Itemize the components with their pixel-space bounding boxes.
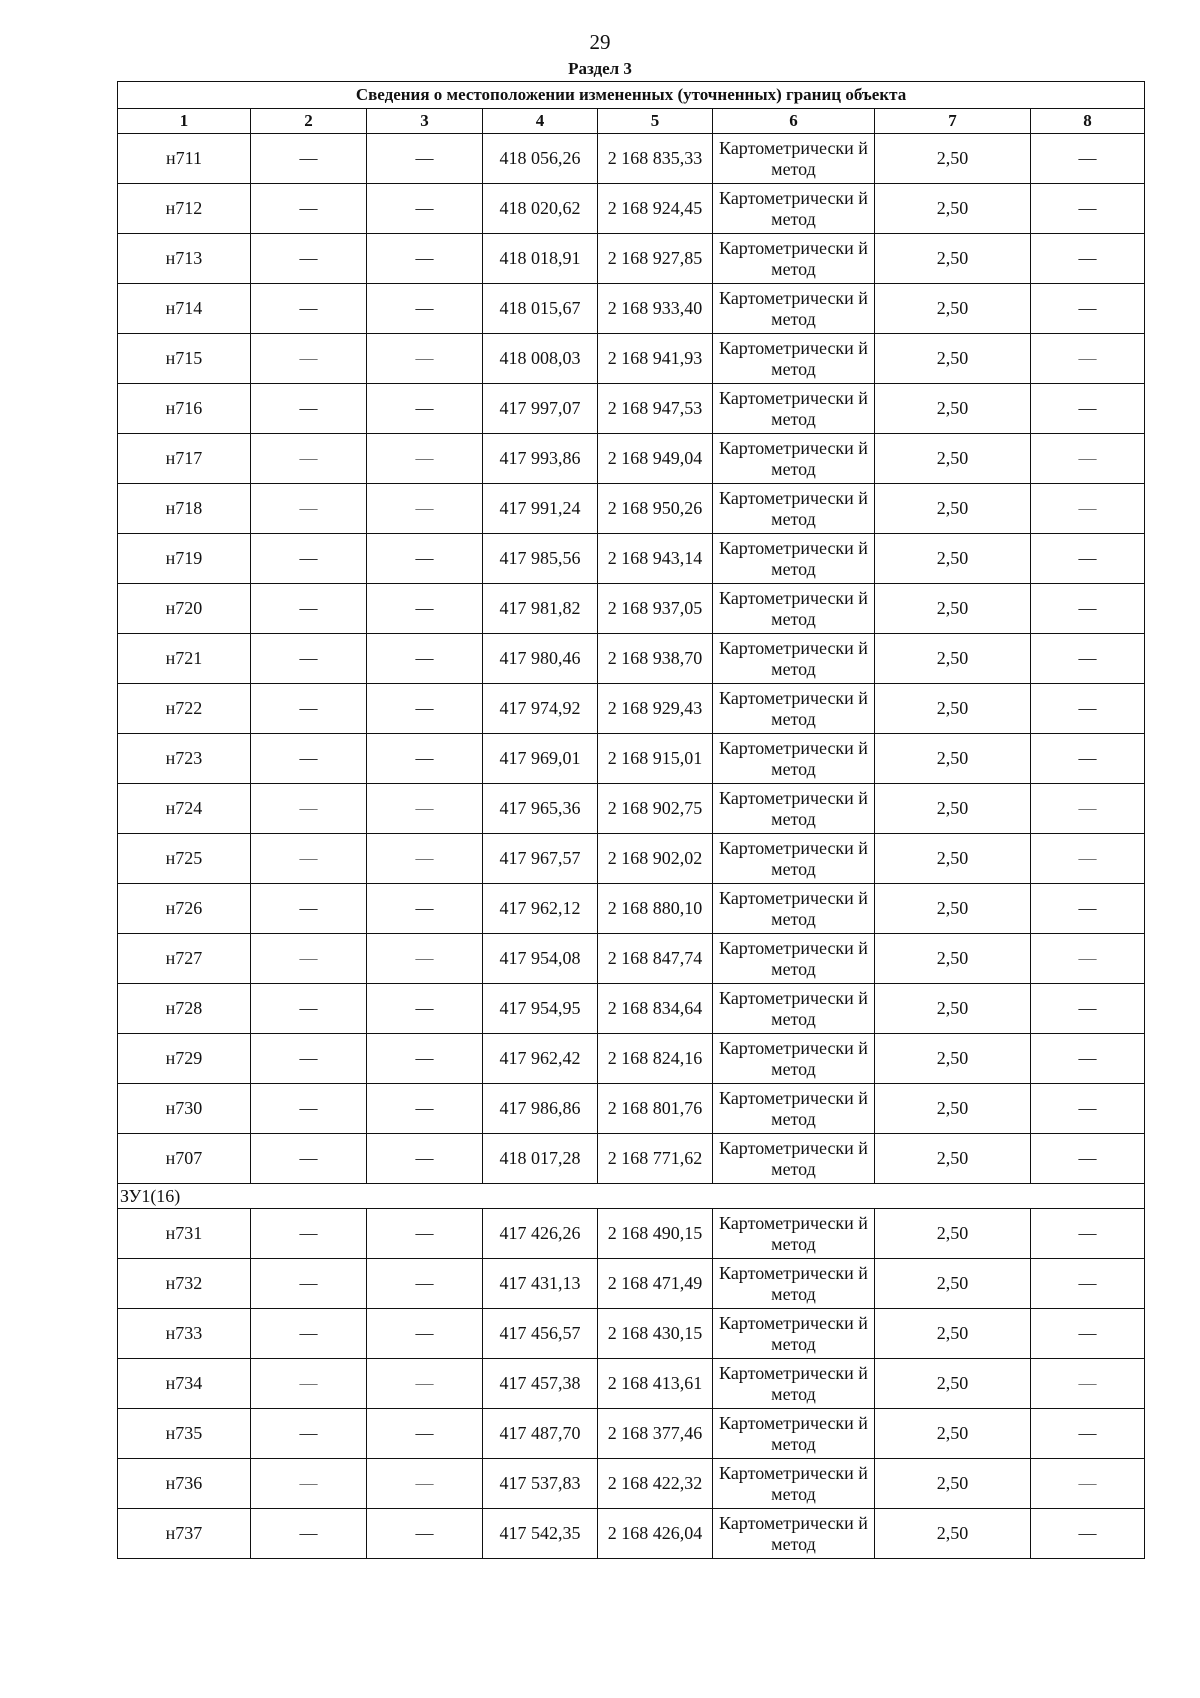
dash-cell: — bbox=[251, 484, 367, 534]
dash-cell: — bbox=[367, 1359, 483, 1409]
table-row bbox=[118, 1409, 1145, 1459]
section-title: Раздел 3 bbox=[568, 59, 632, 78]
accuracy-cell: 2,50 bbox=[875, 334, 1031, 384]
x-coordinate-cell: 417 954,95 bbox=[483, 984, 598, 1034]
dash-cell: — bbox=[251, 634, 367, 684]
point-cell: н729 bbox=[118, 1034, 251, 1084]
table-body bbox=[118, 134, 1145, 1559]
dash-cell: — bbox=[251, 284, 367, 334]
x-coordinate-cell: 417 431,13 bbox=[483, 1259, 598, 1309]
dash-cell: — bbox=[1031, 984, 1145, 1034]
y-coordinate-cell: 2 168 834,64 bbox=[598, 984, 713, 1034]
accuracy-cell: 2,50 bbox=[875, 634, 1031, 684]
table-row bbox=[118, 684, 1145, 734]
y-coordinate-cell: 2 168 947,53 bbox=[598, 384, 713, 434]
y-coordinate-cell: 2 168 771,62 bbox=[598, 1134, 713, 1184]
x-coordinate-cell: 417 981,82 bbox=[483, 584, 598, 634]
method-cell: Картометрически й метод bbox=[713, 184, 875, 234]
dash-cell: — bbox=[367, 434, 483, 484]
accuracy-cell: 2,50 bbox=[875, 234, 1031, 284]
x-coordinate-cell: 418 056,26 bbox=[483, 134, 598, 184]
accuracy-cell: 2,50 bbox=[875, 1134, 1031, 1184]
accuracy-cell: 2,50 bbox=[875, 1359, 1031, 1409]
y-coordinate-cell: 2 168 835,33 bbox=[598, 134, 713, 184]
method-cell: Картометрически й метод bbox=[713, 1134, 875, 1184]
point-cell: н719 bbox=[118, 534, 251, 584]
method-cell: Картометрически й метод bbox=[713, 884, 875, 934]
table-row bbox=[118, 484, 1145, 534]
table-row bbox=[118, 784, 1145, 834]
method-cell: Картометрически й метод bbox=[713, 1209, 875, 1259]
method-cell: Картометрически й метод bbox=[713, 1084, 875, 1134]
accuracy-cell: 2,50 bbox=[875, 884, 1031, 934]
dash-cell: — bbox=[367, 384, 483, 434]
table-row bbox=[118, 134, 1145, 184]
point-cell: н713 bbox=[118, 234, 251, 284]
y-coordinate-cell: 2 168 413,61 bbox=[598, 1359, 713, 1409]
point-cell: н717 bbox=[118, 434, 251, 484]
dash-cell: — bbox=[367, 634, 483, 684]
accuracy-cell: 2,50 bbox=[875, 1034, 1031, 1084]
y-coordinate-cell: 2 168 801,76 bbox=[598, 1084, 713, 1134]
dash-cell: — bbox=[1031, 784, 1145, 834]
dash-cell: — bbox=[367, 734, 483, 784]
accuracy-cell: 2,50 bbox=[875, 784, 1031, 834]
method-cell: Картометрически й метод bbox=[713, 1459, 875, 1509]
dash-cell: — bbox=[251, 1209, 367, 1259]
point-cell: н707 bbox=[118, 1134, 251, 1184]
page-number: 29 bbox=[589, 30, 611, 54]
accuracy-cell: 2,50 bbox=[875, 1509, 1031, 1559]
x-coordinate-cell: 418 018,91 bbox=[483, 234, 598, 284]
point-cell: н711 bbox=[118, 134, 251, 184]
y-coordinate-cell: 2 168 943,14 bbox=[598, 534, 713, 584]
x-coordinate-cell: 417 969,01 bbox=[483, 734, 598, 784]
method-cell: Картометрически й метод bbox=[713, 284, 875, 334]
y-coordinate-cell: 2 168 471,49 bbox=[598, 1259, 713, 1309]
accuracy-cell: 2,50 bbox=[875, 934, 1031, 984]
dash-cell: — bbox=[367, 184, 483, 234]
column-header: 4 bbox=[483, 109, 598, 134]
dash-cell: — bbox=[251, 1134, 367, 1184]
column-header-row bbox=[118, 109, 1145, 134]
column-header: 6 bbox=[713, 109, 875, 134]
method-cell: Картометрически й метод bbox=[713, 1309, 875, 1359]
x-coordinate-cell: 417 980,46 bbox=[483, 634, 598, 684]
table-row bbox=[118, 884, 1145, 934]
x-coordinate-cell: 417 487,70 bbox=[483, 1409, 598, 1459]
method-cell: Картометрически й метод bbox=[713, 634, 875, 684]
y-coordinate-cell: 2 168 941,93 bbox=[598, 334, 713, 384]
y-coordinate-cell: 2 168 377,46 bbox=[598, 1409, 713, 1459]
dash-cell: — bbox=[367, 1259, 483, 1309]
dash-cell: — bbox=[1031, 1509, 1145, 1559]
dash-cell: — bbox=[1031, 584, 1145, 634]
y-coordinate-cell: 2 168 927,85 bbox=[598, 234, 713, 284]
dash-cell: — bbox=[1031, 1259, 1145, 1309]
y-coordinate-cell: 2 168 426,04 bbox=[598, 1509, 713, 1559]
dash-cell: — bbox=[251, 684, 367, 734]
table-row bbox=[118, 1209, 1145, 1259]
dash-cell: — bbox=[1031, 134, 1145, 184]
accuracy-cell: 2,50 bbox=[875, 1084, 1031, 1134]
point-cell: н720 bbox=[118, 584, 251, 634]
dash-cell: — bbox=[367, 134, 483, 184]
point-cell: н715 bbox=[118, 334, 251, 384]
x-coordinate-cell: 418 015,67 bbox=[483, 284, 598, 334]
table-row bbox=[118, 1459, 1145, 1509]
point-cell: н714 bbox=[118, 284, 251, 334]
dash-cell: — bbox=[1031, 934, 1145, 984]
table-row bbox=[118, 1309, 1145, 1359]
column-header: 3 bbox=[367, 109, 483, 134]
table-row bbox=[118, 1084, 1145, 1134]
method-cell: Картометрически й метод bbox=[713, 684, 875, 734]
method-cell: Картометрически й метод bbox=[713, 734, 875, 784]
table-row bbox=[118, 1034, 1145, 1084]
method-cell: Картометрически й метод bbox=[713, 484, 875, 534]
dash-cell: — bbox=[367, 334, 483, 384]
point-cell: н736 bbox=[118, 1459, 251, 1509]
dash-cell: — bbox=[251, 184, 367, 234]
accuracy-cell: 2,50 bbox=[875, 1459, 1031, 1509]
dash-cell: — bbox=[251, 884, 367, 934]
dash-cell: — bbox=[251, 134, 367, 184]
dash-cell: — bbox=[367, 584, 483, 634]
column-header: 8 bbox=[1031, 109, 1145, 134]
table-row bbox=[118, 634, 1145, 684]
dash-cell: — bbox=[251, 384, 367, 434]
point-cell: н722 bbox=[118, 684, 251, 734]
point-cell: н721 bbox=[118, 634, 251, 684]
column-header: 7 bbox=[875, 109, 1031, 134]
dash-cell: — bbox=[1031, 1034, 1145, 1084]
point-cell: н730 bbox=[118, 1084, 251, 1134]
dash-cell: — bbox=[367, 884, 483, 934]
table-row bbox=[118, 334, 1145, 384]
dash-cell: — bbox=[367, 1509, 483, 1559]
dash-cell: — bbox=[251, 1309, 367, 1359]
method-cell: Картометрически й метод bbox=[713, 1509, 875, 1559]
dash-cell: — bbox=[1031, 234, 1145, 284]
x-coordinate-cell: 417 962,12 bbox=[483, 884, 598, 934]
dash-cell: — bbox=[251, 1459, 367, 1509]
dash-cell: — bbox=[1031, 1209, 1145, 1259]
dash-cell: — bbox=[251, 1509, 367, 1559]
point-cell: н712 bbox=[118, 184, 251, 234]
dash-cell: — bbox=[367, 834, 483, 884]
point-cell: н734 bbox=[118, 1359, 251, 1409]
method-cell: Картометрически й метод bbox=[713, 1409, 875, 1459]
dash-cell: — bbox=[367, 234, 483, 284]
y-coordinate-cell: 2 168 430,15 bbox=[598, 1309, 713, 1359]
method-cell: Картометрически й метод bbox=[713, 1259, 875, 1309]
x-coordinate-cell: 417 965,36 bbox=[483, 784, 598, 834]
dash-cell: — bbox=[1031, 634, 1145, 684]
dash-cell: — bbox=[1031, 334, 1145, 384]
dash-cell: — bbox=[367, 534, 483, 584]
table-row bbox=[118, 1134, 1145, 1184]
method-cell: Картометрически й метод bbox=[713, 234, 875, 284]
dash-cell: — bbox=[251, 1409, 367, 1459]
table-caption: Сведения о местоположении измененных (уточненных) границ объекта bbox=[118, 82, 1145, 109]
accuracy-cell: 2,50 bbox=[875, 134, 1031, 184]
x-coordinate-cell: 417 542,35 bbox=[483, 1509, 598, 1559]
point-cell: н726 bbox=[118, 884, 251, 934]
y-coordinate-cell: 2 168 902,02 bbox=[598, 834, 713, 884]
point-cell: н723 bbox=[118, 734, 251, 784]
accuracy-cell: 2,50 bbox=[875, 184, 1031, 234]
table-row bbox=[118, 834, 1145, 884]
dash-cell: — bbox=[1031, 1084, 1145, 1134]
method-cell: Картометрически й метод bbox=[713, 384, 875, 434]
accuracy-cell: 2,50 bbox=[875, 434, 1031, 484]
dash-cell: — bbox=[1031, 484, 1145, 534]
dash-cell: — bbox=[1031, 384, 1145, 434]
x-coordinate-cell: 418 008,03 bbox=[483, 334, 598, 384]
dash-cell: — bbox=[1031, 1459, 1145, 1509]
dash-cell: — bbox=[1031, 1359, 1145, 1409]
point-cell: н732 bbox=[118, 1259, 251, 1309]
accuracy-cell: 2,50 bbox=[875, 384, 1031, 434]
x-coordinate-cell: 417 456,57 bbox=[483, 1309, 598, 1359]
dash-cell: — bbox=[251, 584, 367, 634]
dash-cell: — bbox=[367, 1034, 483, 1084]
method-cell: Картометрически й метод bbox=[713, 834, 875, 884]
column-header: 1 bbox=[118, 109, 251, 134]
dash-cell: — bbox=[1031, 884, 1145, 934]
dash-cell: — bbox=[1031, 684, 1145, 734]
dash-cell: — bbox=[367, 1209, 483, 1259]
point-cell: н716 bbox=[118, 384, 251, 434]
accuracy-cell: 2,50 bbox=[875, 984, 1031, 1034]
x-coordinate-cell: 417 985,56 bbox=[483, 534, 598, 584]
x-coordinate-cell: 417 954,08 bbox=[483, 934, 598, 984]
x-coordinate-cell: 417 993,86 bbox=[483, 434, 598, 484]
dash-cell: — bbox=[367, 984, 483, 1034]
dash-cell: — bbox=[251, 984, 367, 1034]
dash-cell: — bbox=[251, 1259, 367, 1309]
dash-cell: — bbox=[367, 284, 483, 334]
group-row bbox=[118, 1184, 1145, 1209]
y-coordinate-cell: 2 168 490,15 bbox=[598, 1209, 713, 1259]
dash-cell: — bbox=[251, 234, 367, 284]
dash-cell: — bbox=[367, 1409, 483, 1459]
x-coordinate-cell: 417 986,86 bbox=[483, 1084, 598, 1134]
dash-cell: — bbox=[251, 1084, 367, 1134]
dash-cell: — bbox=[251, 334, 367, 384]
dash-cell: — bbox=[1031, 534, 1145, 584]
point-cell: н725 bbox=[118, 834, 251, 884]
accuracy-cell: 2,50 bbox=[875, 284, 1031, 334]
method-cell: Картометрически й метод bbox=[713, 434, 875, 484]
x-coordinate-cell: 417 426,26 bbox=[483, 1209, 598, 1259]
method-cell: Картометрически й метод bbox=[713, 934, 875, 984]
table-row bbox=[118, 434, 1145, 484]
dash-cell: — bbox=[367, 1459, 483, 1509]
group-label: ЗУ1(16) bbox=[118, 1184, 1145, 1209]
accuracy-cell: 2,50 bbox=[875, 1259, 1031, 1309]
dash-cell: — bbox=[251, 1034, 367, 1084]
y-coordinate-cell: 2 168 847,74 bbox=[598, 934, 713, 984]
boundary-coordinates-table bbox=[117, 81, 1145, 1559]
table-row bbox=[118, 734, 1145, 784]
y-coordinate-cell: 2 168 933,40 bbox=[598, 284, 713, 334]
dash-cell: — bbox=[367, 484, 483, 534]
dash-cell: — bbox=[251, 834, 367, 884]
method-cell: Картометрически й метод bbox=[713, 784, 875, 834]
method-cell: Картометрически й метод bbox=[713, 584, 875, 634]
dash-cell: — bbox=[251, 734, 367, 784]
y-coordinate-cell: 2 168 950,26 bbox=[598, 484, 713, 534]
point-cell: н728 bbox=[118, 984, 251, 1034]
dash-cell: — bbox=[367, 934, 483, 984]
point-cell: н731 bbox=[118, 1209, 251, 1259]
table-row bbox=[118, 934, 1145, 984]
x-coordinate-cell: 417 457,38 bbox=[483, 1359, 598, 1409]
dash-cell: — bbox=[1031, 434, 1145, 484]
dash-cell: — bbox=[367, 684, 483, 734]
table-row bbox=[118, 534, 1145, 584]
dash-cell: — bbox=[251, 934, 367, 984]
dash-cell: — bbox=[1031, 734, 1145, 784]
column-header: 5 bbox=[598, 109, 713, 134]
method-cell: Картометрически й метод bbox=[713, 534, 875, 584]
dash-cell: — bbox=[1031, 284, 1145, 334]
y-coordinate-cell: 2 168 880,10 bbox=[598, 884, 713, 934]
table-caption-row bbox=[118, 82, 1145, 109]
table-row bbox=[118, 584, 1145, 634]
point-cell: н724 bbox=[118, 784, 251, 834]
dash-cell: — bbox=[251, 434, 367, 484]
accuracy-cell: 2,50 bbox=[875, 834, 1031, 884]
y-coordinate-cell: 2 168 929,43 bbox=[598, 684, 713, 734]
x-coordinate-cell: 417 537,83 bbox=[483, 1459, 598, 1509]
accuracy-cell: 2,50 bbox=[875, 1309, 1031, 1359]
y-coordinate-cell: 2 168 949,04 bbox=[598, 434, 713, 484]
dash-cell: — bbox=[251, 784, 367, 834]
y-coordinate-cell: 2 168 937,05 bbox=[598, 584, 713, 634]
method-cell: Картометрически й метод bbox=[713, 1359, 875, 1409]
table-row bbox=[118, 1509, 1145, 1559]
table-row bbox=[118, 234, 1145, 284]
dash-cell: — bbox=[1031, 184, 1145, 234]
y-coordinate-cell: 2 168 422,32 bbox=[598, 1459, 713, 1509]
method-cell: Картометрически й метод bbox=[713, 984, 875, 1034]
table-row bbox=[118, 384, 1145, 434]
accuracy-cell: 2,50 bbox=[875, 484, 1031, 534]
point-cell: н727 bbox=[118, 934, 251, 984]
dash-cell: — bbox=[367, 784, 483, 834]
accuracy-cell: 2,50 bbox=[875, 734, 1031, 784]
table-row bbox=[118, 284, 1145, 334]
y-coordinate-cell: 2 168 924,45 bbox=[598, 184, 713, 234]
dash-cell: — bbox=[367, 1309, 483, 1359]
method-cell: Картометрически й метод bbox=[713, 134, 875, 184]
method-cell: Картометрически й метод bbox=[713, 1034, 875, 1084]
table-row bbox=[118, 984, 1145, 1034]
x-coordinate-cell: 418 020,62 bbox=[483, 184, 598, 234]
column-header: 2 bbox=[251, 109, 367, 134]
x-coordinate-cell: 417 991,24 bbox=[483, 484, 598, 534]
dash-cell: — bbox=[1031, 1309, 1145, 1359]
dash-cell: — bbox=[251, 1359, 367, 1409]
dash-cell: — bbox=[251, 534, 367, 584]
point-cell: н718 bbox=[118, 484, 251, 534]
y-coordinate-cell: 2 168 938,70 bbox=[598, 634, 713, 684]
method-cell: Картометрически й метод bbox=[713, 334, 875, 384]
dash-cell: — bbox=[1031, 1409, 1145, 1459]
table-row bbox=[118, 1259, 1145, 1309]
x-coordinate-cell: 417 974,92 bbox=[483, 684, 598, 734]
table-row bbox=[118, 184, 1145, 234]
dash-cell: — bbox=[1031, 834, 1145, 884]
accuracy-cell: 2,50 bbox=[875, 584, 1031, 634]
accuracy-cell: 2,50 bbox=[875, 1209, 1031, 1259]
dash-cell: — bbox=[367, 1134, 483, 1184]
x-coordinate-cell: 417 997,07 bbox=[483, 384, 598, 434]
accuracy-cell: 2,50 bbox=[875, 1409, 1031, 1459]
dash-cell: — bbox=[367, 1084, 483, 1134]
point-cell: н737 bbox=[118, 1509, 251, 1559]
table-row bbox=[118, 1359, 1145, 1409]
point-cell: н733 bbox=[118, 1309, 251, 1359]
x-coordinate-cell: 417 962,42 bbox=[483, 1034, 598, 1084]
x-coordinate-cell: 418 017,28 bbox=[483, 1134, 598, 1184]
y-coordinate-cell: 2 168 902,75 bbox=[598, 784, 713, 834]
dash-cell: — bbox=[1031, 1134, 1145, 1184]
y-coordinate-cell: 2 168 915,01 bbox=[598, 734, 713, 784]
accuracy-cell: 2,50 bbox=[875, 684, 1031, 734]
x-coordinate-cell: 417 967,57 bbox=[483, 834, 598, 884]
accuracy-cell: 2,50 bbox=[875, 534, 1031, 584]
y-coordinate-cell: 2 168 824,16 bbox=[598, 1034, 713, 1084]
point-cell: н735 bbox=[118, 1409, 251, 1459]
